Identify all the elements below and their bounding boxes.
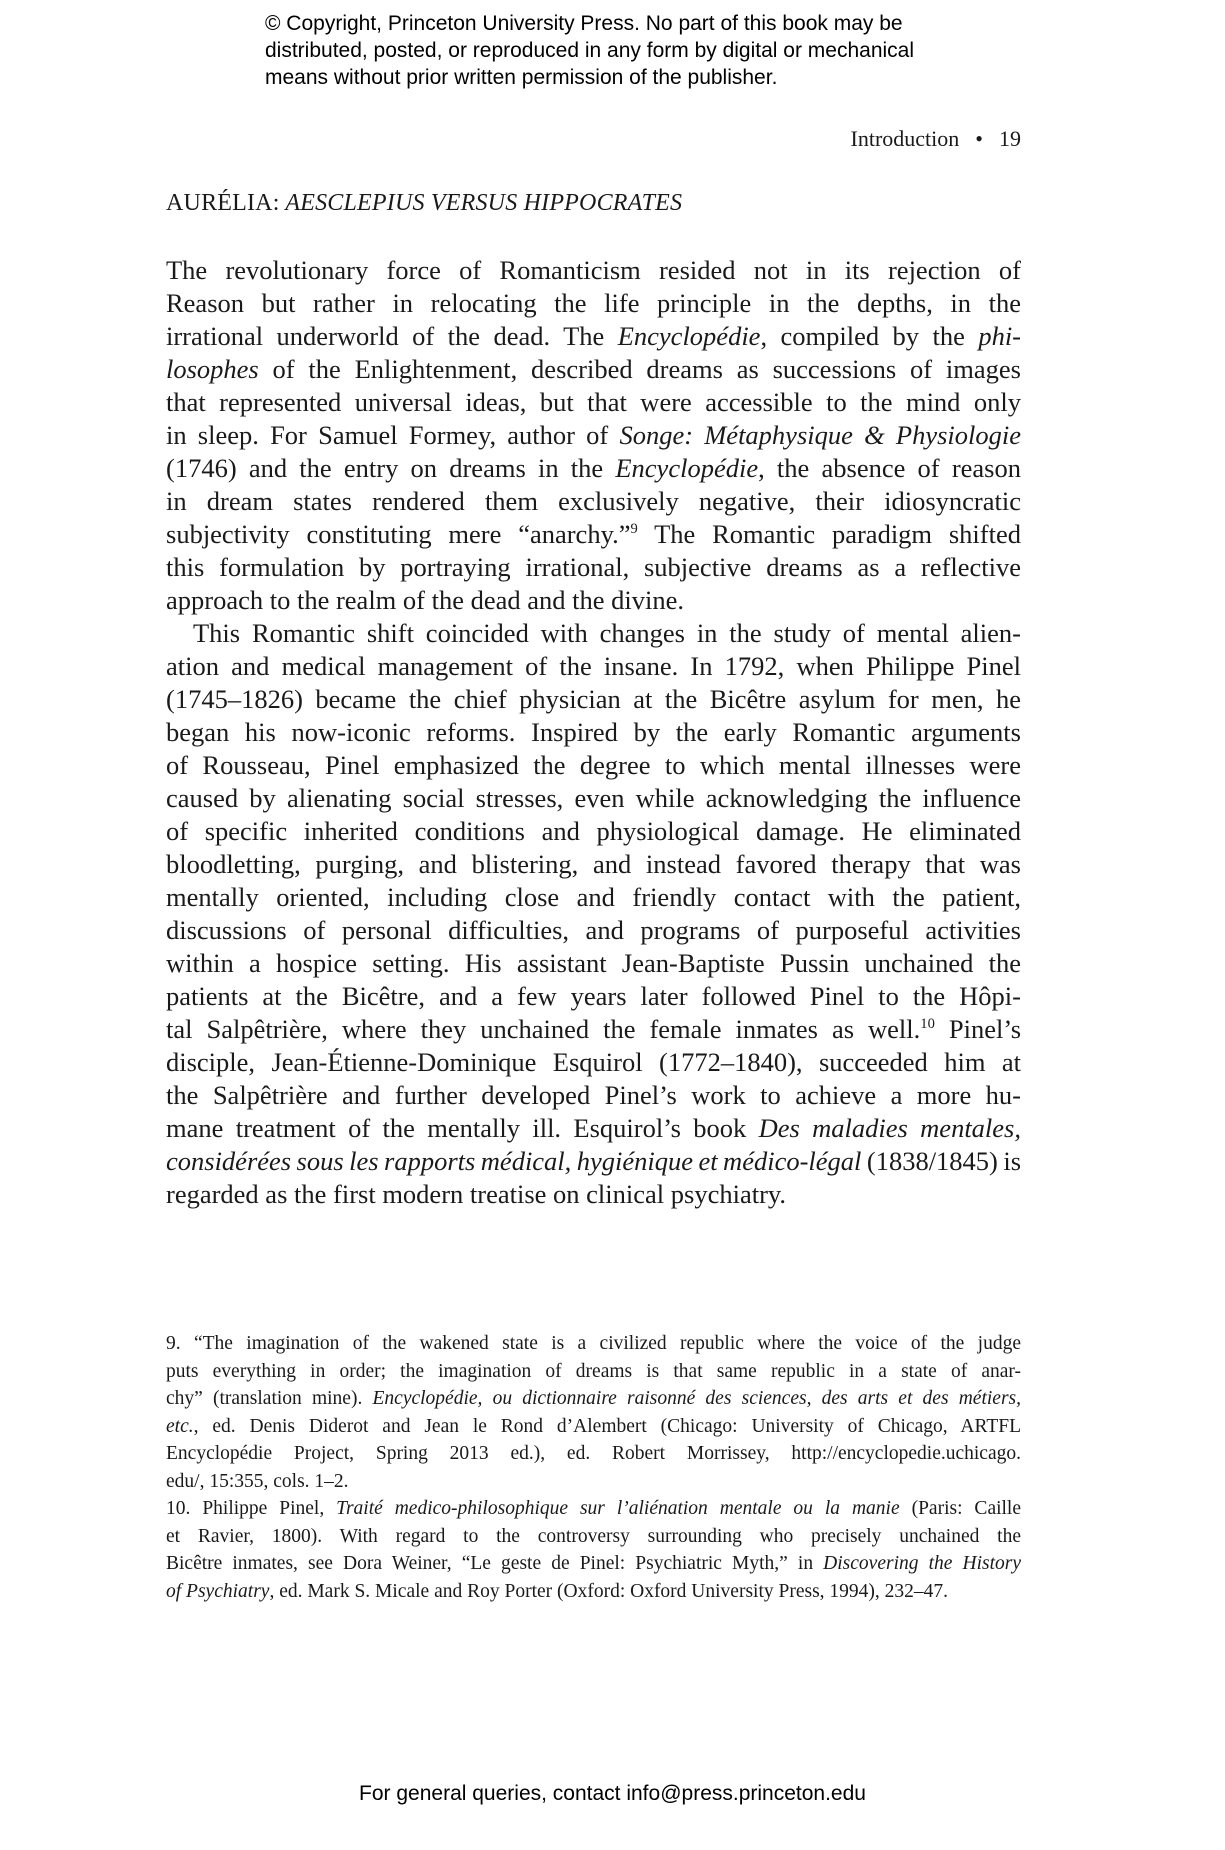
page-number: 19	[999, 126, 1021, 151]
text-run: 9. “The imagination of the wakened state is a civilized republic where the voice of the judge	[166, 1333, 1021, 1354]
text-run: Bicêtre inmates, see Dora Weiner, “Le geste de Pinel: Psychiatric Myth,” in	[166, 1553, 824, 1574]
body-line	[166, 551, 1021, 584]
body-line	[166, 980, 1021, 1013]
footnote-line	[166, 1413, 1021, 1441]
text-run: (1746) and the entry on dreams in the	[166, 453, 616, 483]
text-run: of Psychiatry	[166, 1580, 270, 1602]
text-run: mane treatment of the mentally ill. Esquirol’s book	[166, 1113, 759, 1143]
text-run: within a hospice setting. His assistant Jean-Baptiste Pussin unchained the	[166, 948, 1021, 978]
heading-italic: AESCLEPIUS VERSUS HIPPOCRATES	[279, 190, 683, 216]
section-title: Introduction	[850, 126, 960, 151]
text-run: this formulation by portraying irrational, subjective dreams as a reflective	[166, 552, 1021, 582]
text-run: chy” (translation mine).	[166, 1388, 373, 1409]
body-line	[166, 947, 1021, 980]
body-line	[166, 353, 1021, 386]
footnote-line	[166, 1523, 1021, 1551]
copyright-line: © Copyright, Princeton University Press. No part of this book may be	[265, 12, 903, 35]
text-run: (1745–1826) became the chief physician at the Bicêtre asylum for men, he	[166, 684, 1021, 714]
body-line	[166, 1178, 1021, 1211]
footnote-line	[166, 1578, 1021, 1606]
body-line	[166, 320, 1021, 353]
text-run: the Salpêtrière and further developed Pinel’s work to achieve a more hu-	[166, 1080, 1021, 1110]
text-run: regarded as the first modern treatise on clinical psychiatry.	[166, 1179, 787, 1209]
body-line	[166, 584, 1021, 617]
text-run: patients at the Bicêtre, and a few years later followed Pinel to the Hôpi-	[166, 981, 1021, 1011]
body-line	[166, 254, 1021, 287]
body-line	[166, 848, 1021, 881]
text-run: of specific inherited conditions and physiological damage. He eliminated	[166, 816, 1021, 846]
text-run: Encyclopédie	[617, 321, 761, 351]
text-run: tal Salpêtrière, where they unchained the female inmates as well.	[166, 1014, 921, 1044]
heading-prefix: AURÉLIA:	[166, 190, 280, 216]
body-line	[166, 617, 1021, 650]
text-run: This Romantic shift coincided with changes in the study of mental alien-	[193, 618, 1021, 648]
text-run: (1838/1845) is	[861, 1146, 1022, 1176]
text-run: mentally oriented, including close and friendly contact with the patient,	[166, 882, 1021, 912]
text-run: edu/, 15:355, cols. 1–2.	[166, 1470, 349, 1492]
text-run: Des maladies mentales,	[758, 1113, 1021, 1143]
text-run: approach to the realm of the dead and the divine.	[166, 585, 685, 615]
body-line	[166, 749, 1021, 782]
body-line	[166, 1046, 1021, 1079]
body-text	[166, 254, 1021, 1211]
text-run: of Rousseau, Pinel emphasized the degree to which mental illnesses were	[166, 750, 1021, 780]
footnote-reference: 9	[630, 520, 638, 537]
footnote-reference: 10	[920, 1015, 935, 1032]
text-run: in sleep. For Samuel Formey, author of	[166, 420, 620, 450]
text-run: of the Enlightenment, described dreams as successions of images	[258, 354, 1021, 384]
body-line	[166, 386, 1021, 419]
footnote-line	[166, 1358, 1021, 1386]
text-run: bloodletting, purging, and blistering, and instead favored therapy that was	[166, 849, 1021, 879]
text-run: Encyclopédie Project, Spring 2013 ed.), ed. Robert Morrissey, http://encyclopedie.uchicago.	[166, 1443, 1021, 1464]
text-run: Reason but rather in relocating the life principle in the depths, in the	[166, 288, 1021, 318]
text-run: Encyclopédie, ou dictionnaire raisonné des sciences, des arts et des métiers,	[372, 1388, 1021, 1409]
text-run: Pinel’s	[934, 1014, 1022, 1044]
copyright-line: means without prior written permission of the publisher.	[265, 66, 778, 89]
text-run: Traité medico-philosophique sur l’aliénation mentale ou la manie	[336, 1498, 900, 1519]
body-line	[166, 1079, 1021, 1112]
body-line	[166, 815, 1021, 848]
body-line	[166, 881, 1021, 914]
body-line	[166, 518, 1021, 551]
text-run: discussions of personal difficulties, and programs of purposeful activities	[166, 915, 1021, 945]
text-run: considérées sous les rapports médical, hygiénique et médico-légal	[166, 1146, 862, 1176]
text-run: subjectivity constituting mere “anarchy.”	[166, 519, 631, 549]
body-line	[166, 782, 1021, 815]
text-run: et Ravier, 1800). With regard to the controversy surrounding who precisely unchained the	[166, 1525, 1021, 1547]
body-line	[166, 1145, 1021, 1178]
footnotes	[166, 1330, 1021, 1605]
text-run: , ed. Mark S. Micale and Roy Porter (Oxford: Oxford University Press, 1994), 232–47.	[269, 1580, 949, 1602]
text-run: The Romantic paradigm shifted	[637, 519, 1021, 549]
body-line	[166, 452, 1021, 485]
footnote-line	[166, 1468, 1021, 1496]
text-run: The revolutionary force of Romanticism resided not in its rejection of	[166, 255, 1021, 285]
text-run: 10. Philippe Pinel,	[166, 1498, 337, 1519]
text-run: puts everything in order; the imagination of dreams is that same republic in a state of anar-	[166, 1360, 1021, 1382]
body-line	[166, 1112, 1021, 1145]
text-run: , ed. Denis Diderot and Jean le Rond d’Alembert (Chicago: University of Chicago, ARTFL	[193, 1415, 1021, 1437]
text-run: ation and medical management of the insane. In 1792, when Philippe Pinel	[166, 651, 1021, 681]
body-line	[166, 683, 1021, 716]
running-head	[851, 126, 1021, 152]
text-run: began his now-iconic reforms. Inspired by the early Romantic arguments	[166, 717, 1021, 747]
footer-contact: For general queries, contact info@press.princeton.edu	[359, 1782, 866, 1805]
body-line	[166, 914, 1021, 947]
body-line	[166, 287, 1021, 320]
text-run: Encyclopédie	[615, 453, 759, 483]
section-heading	[166, 190, 682, 217]
footnote-line	[166, 1330, 1021, 1358]
footnote-line	[166, 1495, 1021, 1523]
text-run: phi-	[978, 321, 1021, 351]
bullet-separator: •	[975, 126, 983, 151]
body-line	[166, 419, 1021, 452]
footnote-line	[166, 1385, 1021, 1413]
text-run: etc.	[166, 1415, 194, 1437]
text-run: , the absence of reason	[758, 453, 1021, 483]
footnote-line	[166, 1440, 1021, 1468]
text-run: Songe: Métaphysique & Physiologie	[619, 420, 1021, 450]
body-line	[166, 716, 1021, 749]
text-run: disciple, Jean-Étienne-Dominique Esquirol (1772–1840), succeeded him at	[166, 1047, 1021, 1077]
text-run: caused by alienating social stresses, even while acknowledging the influence	[166, 783, 1021, 813]
text-run: , compiled by the	[760, 321, 979, 351]
text-run: (Paris: Caille	[899, 1498, 1022, 1519]
text-run: losophes	[166, 354, 259, 384]
copyright-line: distributed, posted, or reproduced in any form by digital or mechanical	[265, 39, 915, 62]
text-run: in dream states rendered them exclusively negative, their idiosyncratic	[166, 486, 1021, 516]
text-run: that represented universal ideas, but that were accessible to the mind only	[166, 387, 1021, 417]
text-run: Discovering the History	[823, 1553, 1021, 1574]
body-line	[166, 485, 1021, 518]
footnote-line	[166, 1550, 1021, 1578]
text-run: irrational underworld of the dead. The	[166, 321, 618, 351]
body-line	[166, 1013, 1021, 1046]
copyright-notice	[265, 10, 914, 91]
body-line	[166, 650, 1021, 683]
